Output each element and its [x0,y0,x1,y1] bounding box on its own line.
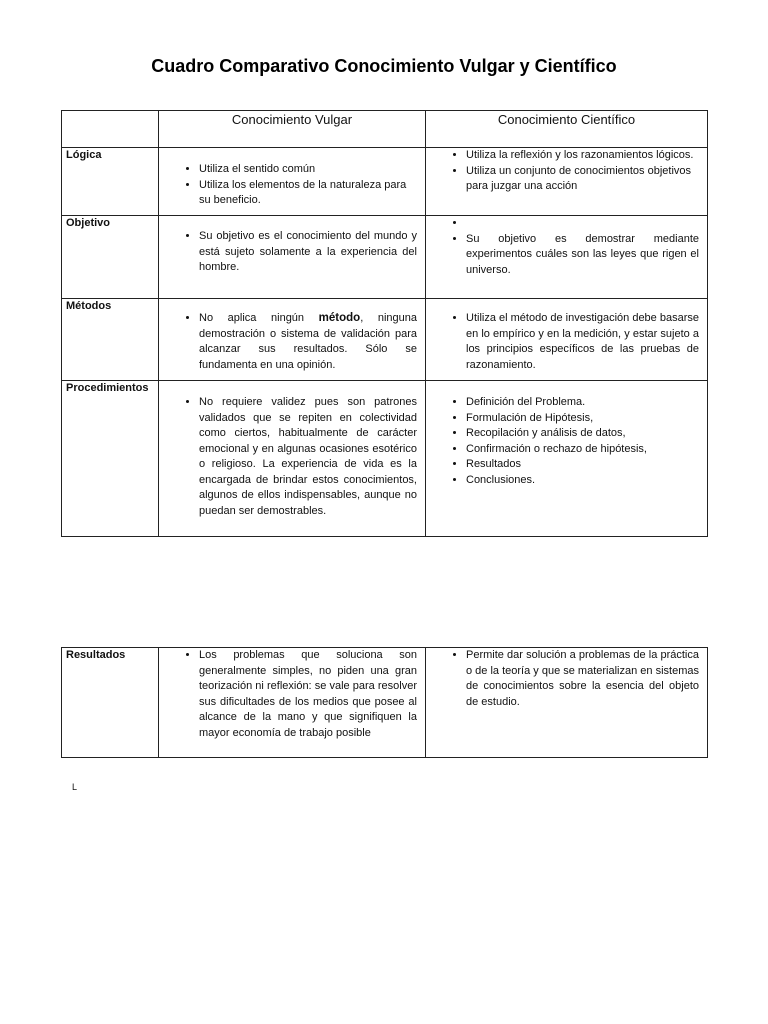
cell-logica-cientifico [426,148,708,216]
row-label-metodos: Métodos [62,299,159,381]
list-item [199,311,417,373]
list-item: • Utiliza el método de investigación debe basarse en lo empírico y en la medición, y estar sujeto a los principios específicos de las pruebas de razonamiento. [466,311,699,373]
cell-metodos-cientifico [426,299,708,381]
cell-procedimientos-vulgar [159,381,426,537]
list-item: • No requiere validez pues son patrones validados que se repiten en colectividad como ciertos, habitualmente de carácter emocional y en algunas ocasiones esotérico o religioso. La experiencia de vida es la encargada de brindar estos conocimientos, algunos de ellos indispensables, aunque no puedan ser demostrables. [199,395,417,519]
table-row-resultados [62,648,708,758]
row-label-procedimientos: Procedimientos [62,381,159,537]
table-row-metodos [62,299,708,381]
table-header-row [62,111,708,148]
cell-objetivo-cientifico [426,216,708,299]
cell-logica-vulgar [159,148,426,216]
list-item: • Su objetivo es el conocimiento del mundo y está sujeto solamente a la experiencia del hombre. [199,229,417,276]
cell-objetivo-vulgar [159,216,426,299]
cell-procedimientos-cientifico [426,381,708,537]
list-item: • Resultados [466,457,699,473]
list-item [466,216,699,232]
column-header-vulgar: Conocimiento Vulgar [159,111,426,148]
list-item: • Utiliza la reflexión y los razonamientos lógicos. [466,148,699,164]
list-item: • Utiliza los elementos de la naturaleza para su beneficio. [199,178,417,209]
text-run: , ninguna demostración o sistema de validación para alcanzar sus resultados. Sólo se fundamenta en una opinión. [199,312,417,371]
list-item: • Utiliza el sentido común [199,162,417,178]
header-empty-cell [62,111,159,148]
cell-resultados-cientifico [426,648,708,758]
table-row-objetivo [62,216,708,299]
row-label-logica: Lógica [62,148,159,216]
list-item: • Su objetivo es demostrar mediante experimentos cuáles son las leyes que rigen el universo. [466,232,699,279]
stray-mark: L [72,782,78,792]
row-label-resultados: Resultados [62,648,159,758]
bold-term: método [318,312,361,324]
text-run: No aplica ningún [199,312,319,324]
comparison-table [61,110,708,537]
cell-resultados-vulgar [159,648,426,758]
cell-metodos-vulgar [159,299,426,381]
column-header-cientifico: Conocimiento Científico [426,111,708,148]
list-item: • Formulación de Hipótesis, [466,411,699,427]
table-row-logica [62,148,708,216]
list-item: • Conclusiones. [466,473,699,489]
table-row-procedimientos [62,381,708,537]
list-item: • Definición del Problema. [466,395,699,411]
comparison-table-continued [61,647,708,758]
row-label-objetivo: Objetivo [62,216,159,299]
list-item: • Recopilación y análisis de datos, [466,426,699,442]
document-title: Cuadro Comparativo Conocimiento Vulgar y Científico [151,56,617,76]
list-item: • Los problemas que soluciona son generalmente simples, no piden una gran teorización ni reflexión: se vale para resolver sus dificultades de los medios que posee al alcance de la mano y que signifiquen la mayor economía de trabajo posible [199,648,417,741]
list-item: • Permite dar solución a problemas de la práctica o de la teoría y que se materializan en sistemas de conocimientos sobre la esencia del objeto de estudio. [466,648,699,710]
list-item: • Utiliza un conjunto de conocimientos objetivos para juzgar una acción [466,164,699,195]
list-item: • Confirmación o rechazo de hipótesis, [466,442,699,458]
